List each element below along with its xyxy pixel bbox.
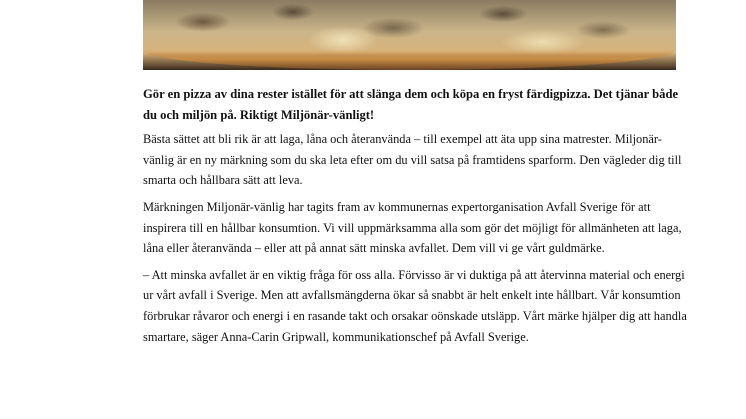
pizza-crust (143, 50, 676, 70)
article-paragraph-2: Märkningen Miljonär-vänlig har tagits fram av kommunernas expertorganisation Avfall Sverige för att inspirera till en hållbar konsumtion. Vi vill uppmärksamma alla som gör det möjligt för allmänheten att laga, låna eller återanvända – eller att på annat sätt minska avfallet. Dem vill vi ge vårt guldmärke. (143, 199, 682, 256)
article-paragraph-1: Bästa sättet att bli rik är att laga, låna och återanvända – till exempel att äta upp sina matrester. Miljonär-vänlig är en ny märkning som du ska leta efter om du vill satsa på framtidens sparform. Den vägleder dig till smarta och hållbara sätt att leva. (143, 132, 682, 188)
article-body (143, 84, 688, 353)
article-lead: Gör en pizza av dina rester istället för att slänga dem och köpa en fryst färdigpizza. Det tjänar både du och miljön på. Riktigt Miljönär-vänligt! (143, 87, 679, 122)
pizza-photo (143, 0, 676, 70)
article-paragraph-3: – Att minska avfallet är en viktig fråga för oss alla. Förvisso är vi duktiga på att återvinna material och energi ur vårt avfall i Sverige. Men att avfallsmängderna ökar så snabbt är helt enkelt inte hållbart. Vår konsumtion förbrukar råvaror och energi i en rasande takt och orsakar oönskade utsläpp. Vårt märke hjälper dig att handla smartare, säger Anna-Carin Gripwall, kommunikationschef på Avfall Sverige. (143, 267, 687, 344)
